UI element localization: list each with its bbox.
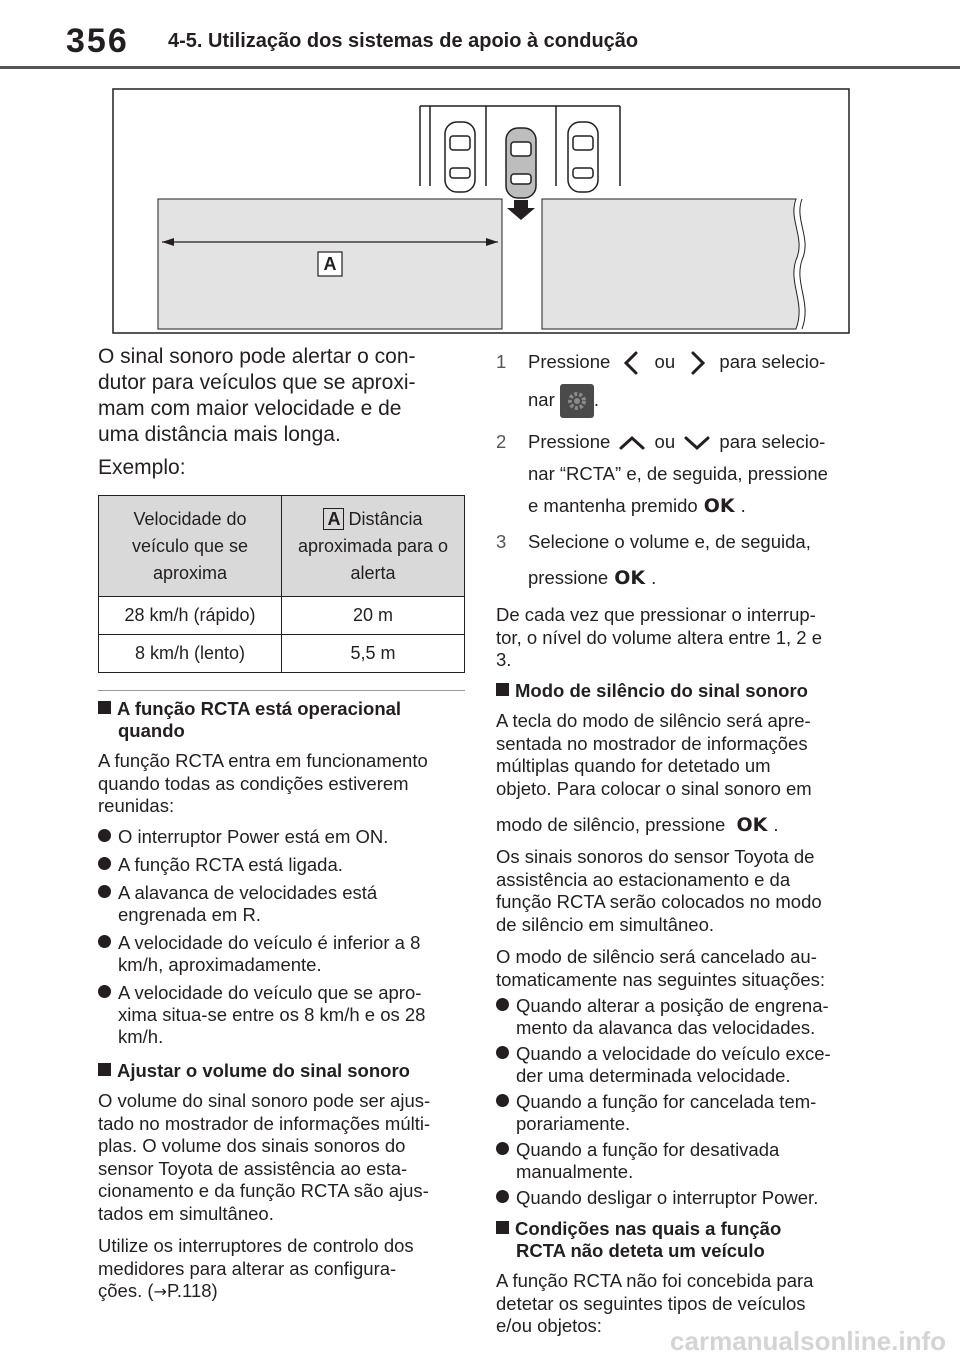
section-rcta-not-detect xyxy=(496,1218,868,1338)
ok-button-icon: OK xyxy=(736,814,768,836)
watermark: carmanualsonline.info xyxy=(670,1326,946,1356)
chevron-down-icon xyxy=(680,430,714,456)
table-cell-speed: 28 km/h (rápido) xyxy=(99,597,282,635)
heading-square-icon xyxy=(98,1063,111,1076)
section-divider xyxy=(98,690,465,691)
step-3: 3 Selecione o volume e, de seguida, pressione OK . xyxy=(496,524,866,596)
section-title: 4-5. Utilização dos sistemas de apoio à condução xyxy=(168,30,639,52)
table-cell-distance: 5,5 m xyxy=(282,635,465,673)
heading-square-icon xyxy=(98,701,111,714)
list-item: Quando a velocidade do veículo exce- der uma determinada velocidade. xyxy=(496,1043,868,1087)
table-row xyxy=(99,597,465,635)
section-text: A tecla do modo de silêncio será apre- sentada no mostrador de informações múltiplas quando for detetado um objeto. Para colocar o sinal sonoro em modo de silêncio, pressione OK . xyxy=(496,710,868,840)
section-text: O modo de silêncio será cancelado au- tomaticamente nas seguintes situações: xyxy=(496,946,826,990)
section-heading: Ajustar o volume do sinal sonoro xyxy=(98,1060,470,1082)
volume-note: De cada vez que pressionar o interrup- tor, o nível do volume altera entre 1, 2 e 3. xyxy=(496,604,822,670)
heading-square-icon xyxy=(496,1221,509,1234)
table-cell-distance: 20 m xyxy=(282,597,465,635)
step-2: 2 Pressione ou para selecio- nar “RCTA” e, de seguida, pressione e mantenha premido OK . xyxy=(496,424,866,524)
settings-gear-icon xyxy=(560,384,594,418)
step-1: 1 Pressione ou para selecio- nar . xyxy=(496,344,866,418)
list-item: Quando a função for cancelada tem- porariamente. xyxy=(496,1091,868,1135)
bullet-icon xyxy=(496,1094,509,1107)
speed-distance-table xyxy=(98,495,465,673)
rcta-detection-figure xyxy=(112,88,850,334)
list-item: Quando desligar o interruptor Power. xyxy=(496,1187,868,1209)
bullet-icon xyxy=(496,1046,509,1059)
bullet-icon xyxy=(496,998,509,1011)
section-heading: Condições nas quais a função RCTA não deteta um veículo xyxy=(496,1218,868,1262)
chevron-right-icon xyxy=(680,350,714,376)
bullet-icon xyxy=(98,829,111,842)
intro-line: dutor para veículos que se aproxi- xyxy=(98,371,416,394)
intro-line: uma distância mais longa. xyxy=(98,423,341,446)
table-header-distance: A Distância aproximada para o alerta xyxy=(282,496,465,597)
section-text: O volume do sinal sonoro pode ser ajus- tado no mostrador de informações múlti- plas. O volume dos sinais sonoros do sensor Toyota de assistência ao esta- cionamento e da função RCTA são ajus- tados em simultâneo. xyxy=(98,1090,431,1224)
table-cell-speed: 8 km/h (lento) xyxy=(99,635,282,673)
page-ref-arrow: → xyxy=(153,1282,167,1301)
steps-list xyxy=(496,344,866,596)
page-number: 356 xyxy=(66,22,129,60)
list-item: Quando a função for desativada manualmente. xyxy=(496,1139,868,1183)
example-label: Exemplo: xyxy=(98,456,186,479)
section-heading: Modo de silêncio do sinal sonoro xyxy=(496,680,868,702)
bullet-icon xyxy=(98,935,111,948)
section-text: A função RCTA entra em funcionamento quando todas as condições estiverem reunidas: xyxy=(98,750,428,816)
section-silent-mode xyxy=(496,680,868,1209)
table-row xyxy=(99,635,465,673)
table-header-speed: Velocidade do veículo que se aproxima xyxy=(99,496,282,597)
intro-line: O sinal sonoro pode alertar o con- xyxy=(98,345,416,368)
bullet-icon xyxy=(98,885,111,898)
list-item: Quando alterar a posição de engrena- mento da alavanca das velocidades. xyxy=(496,995,868,1039)
section-text: Os sinais sonoros do sensor Toyota de assistência ao estacionamento e da função RCTA serão colocados no modo de silêncio em simultâneo. xyxy=(496,846,822,935)
list-item: A função RCTA está ligada. xyxy=(98,854,468,876)
chevron-up-icon xyxy=(615,430,649,456)
callout-marker: A xyxy=(323,508,344,530)
section-adjust-volume xyxy=(98,1060,470,1304)
bullet-icon xyxy=(98,857,111,870)
intro-paragraph xyxy=(98,344,458,448)
bullet-icon xyxy=(98,985,111,998)
table-header-row xyxy=(99,496,465,597)
bullet-icon xyxy=(496,1142,509,1155)
heading-square-icon xyxy=(496,683,509,696)
section-heading: A função RCTA está operacional quando xyxy=(98,698,468,742)
intro-line: mam com maior velocidade e de xyxy=(98,397,402,420)
header-rule xyxy=(0,66,960,69)
ok-button-icon: OK xyxy=(703,495,735,518)
chevron-left-icon xyxy=(615,350,649,376)
list-item: A alavanca de velocidades está engrenada em R. xyxy=(98,882,468,926)
list-item: O interruptor Power está em ON. xyxy=(98,826,468,848)
page-reference-link[interactable]: P.118) xyxy=(166,1280,218,1301)
figure-callout-label: A xyxy=(323,254,337,274)
list-item: A velocidade do veículo é inferior a 8 km/h, aproximadamente. xyxy=(98,932,468,976)
list-item: A velocidade do veículo que se apro- xima situa-se entre os 8 km/h e os 28 km/h. xyxy=(98,982,468,1048)
ok-button-icon: OK xyxy=(614,567,646,590)
section-rcta-operational xyxy=(98,698,468,1048)
bullet-icon xyxy=(496,1190,509,1203)
section-text: A função RCTA não foi concebida para detetar os seguintes tipos de veículos e/ou objetos: xyxy=(496,1270,814,1336)
section-text: Utilize os interruptores de controlo dos medidores para alterar as configura- ções. (→P.118) xyxy=(98,1235,414,1301)
